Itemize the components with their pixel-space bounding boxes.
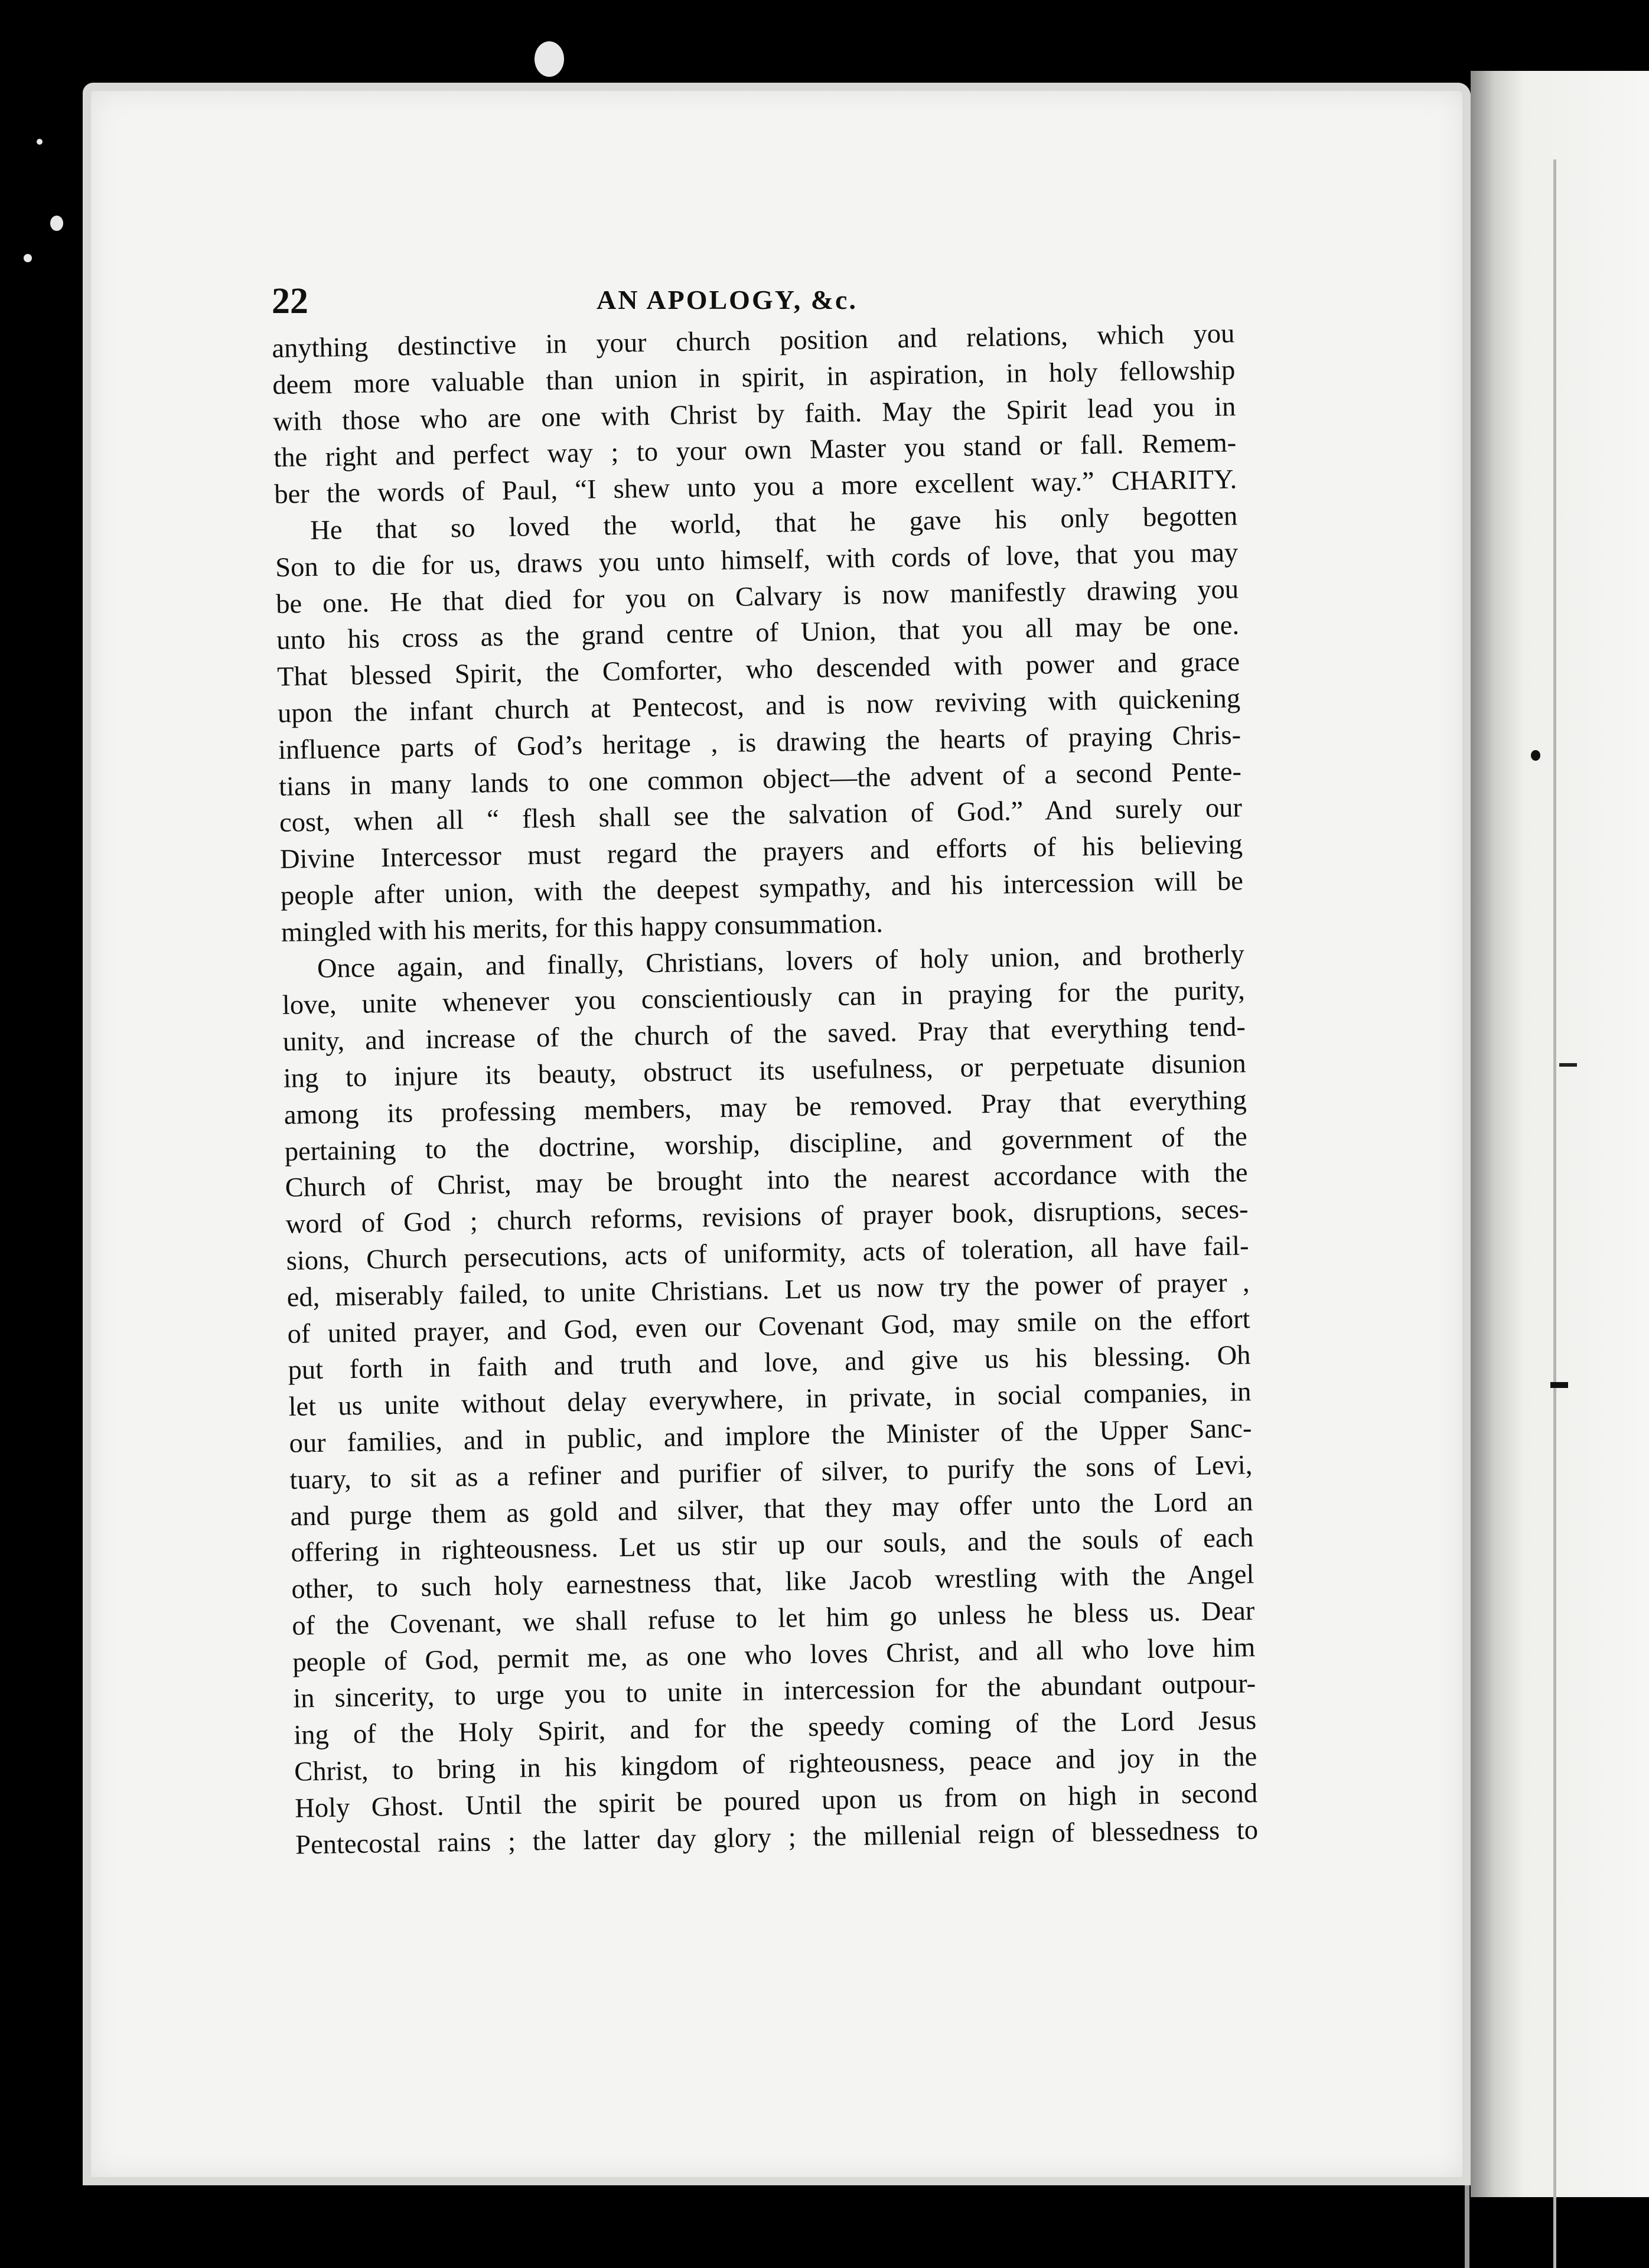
text-line: ed, miserably failed, to unite Christians. Let us now try the power of prayer , xyxy=(286,1267,1250,1313)
text-line: Holy Ghost. Until the spirit be poured upon us from on high in second xyxy=(294,1778,1258,1824)
scan-speck xyxy=(535,41,564,77)
body-text xyxy=(272,315,1259,1863)
text-line: Church of Christ, may be brought into the nearest accordance with the xyxy=(285,1158,1249,1204)
text-line: anything destinctive in your church position and relations, which you xyxy=(272,318,1235,364)
text-line: Pentecostal rains ; the latter day glory ; the millenial reign of blessedness to xyxy=(295,1814,1259,1860)
text-line: Son to die for us, draws you unto himself, with cords of love, that you may xyxy=(275,537,1239,583)
text-line: tians in many lands to one common object—the advent of a second Pente- xyxy=(278,756,1242,802)
text-line: be one. He that died for you on Calvary is now manifestly drawing you xyxy=(275,573,1239,620)
text-line: ber the words of Paul, “I shew unto you a more excellent way.” CHARITY. xyxy=(273,464,1237,510)
text-line: mingled with his merits, for this happy consummation. xyxy=(281,908,884,948)
text-line: with those who are one with Christ by faith. May the Spirit lead you in xyxy=(273,391,1236,437)
text-line: people after union, with the deepest sympathy, and his intercession will be xyxy=(280,866,1244,911)
margin-mark xyxy=(1531,750,1540,761)
page-gutter-line xyxy=(1553,159,1556,2268)
scan-speck xyxy=(37,139,43,145)
text-line: He that so loved the world, that he gave his only begotten xyxy=(309,501,1238,546)
text-line: Once again, and finally, Christians, lovers of holy union, and brotherly xyxy=(317,939,1245,984)
text-line: Christ, to bring in his kingdom of righteousness, peace and joy in the xyxy=(294,1742,1257,1787)
scan-speck xyxy=(24,254,32,262)
text-line: of the Covenant, we shall refuse to let him go unless he bless us. Dear xyxy=(292,1596,1255,1641)
text-line: sions, Church persecutions, acts of uniformity, acts of toleration, all have fail- xyxy=(286,1231,1249,1276)
text-line: the right and perfect way ; to your own Master you stand or fall. Remem- xyxy=(273,428,1237,474)
margin-mark xyxy=(1559,1063,1577,1067)
text-line: upon the infant church at Pentecost, and is now reviving with quickening xyxy=(277,683,1241,729)
text-line: in sincerity, to urge you to unite in intercession for the abundant outpour- xyxy=(292,1669,1256,1715)
text-line: unity, and increase of the church of the saved. Pray that everything tend- xyxy=(282,1012,1246,1057)
text-line: put forth in faith and truth and love, and give us his blessing. Oh xyxy=(288,1340,1251,1386)
margin-mark xyxy=(1550,1382,1568,1388)
text-line: love, unite whenever you conscientiously can in praying for the purity, xyxy=(282,975,1246,1021)
text-line: cost, when all “ flesh shall see the salvation of God.” And surely our xyxy=(279,793,1243,839)
page-number: 22 xyxy=(272,281,308,321)
text-line: ing of the Holy Spirit, and for the speedy coming of the Lord Jesus xyxy=(293,1705,1257,1751)
text-line: among its professing members, may be removed. Pray that everything xyxy=(283,1084,1247,1130)
text-line: Divine Intercessor must regard the prayers and efforts of his believing xyxy=(279,829,1243,875)
text-line: let us unite without delay everywhere, in private, in social companies, in xyxy=(288,1377,1252,1422)
scan-speck xyxy=(50,216,63,231)
text-line: tuary, to sit as a refiner and purifier of silver, to purify the sons of Levi, xyxy=(289,1449,1253,1495)
running-head: AN APOLOGY, &c. xyxy=(597,285,858,315)
text-line: other, to such holy earnestness that, like Jacob wrestling with the Angel xyxy=(291,1559,1254,1605)
text-line: word of God ; church reforms, revisions of prayer book, disruptions, seces- xyxy=(285,1194,1249,1240)
text-line: deem more valuable than union in spirit, in aspiration, in holy fellowship xyxy=(272,355,1236,400)
text-line: our families, and in public, and implore the Minister of the Upper Sanc- xyxy=(289,1413,1252,1459)
text-line: and purge them as gold and silver, that they may offer unto the Lord an xyxy=(290,1486,1253,1532)
text-line: people of God, permit me, as one who loves Christ, and all who love him xyxy=(292,1632,1256,1678)
text-line: offering in righteousness. Let us stir up our souls, and the souls of each xyxy=(291,1523,1254,1569)
text-line: of united prayer, and God, even our Covenant God, may smile on the effort xyxy=(287,1304,1250,1350)
text-line: influence parts of God’s heritage , is drawing the hearts of praying Chris- xyxy=(278,720,1241,765)
text-line: unto his cross as the grand centre of Union, that you all may be one. xyxy=(276,610,1240,656)
adjacent-page-edge xyxy=(1471,71,1649,2197)
text-line: ing to injure its beauty, obstruct its usefulness, or perpetuate disunion xyxy=(283,1048,1247,1094)
text-line: pertaining to the doctrine, worship, discipline, and government of the xyxy=(284,1121,1248,1167)
text-line: That blessed Spirit, the Comforter, who descended with power and grace xyxy=(276,647,1240,693)
